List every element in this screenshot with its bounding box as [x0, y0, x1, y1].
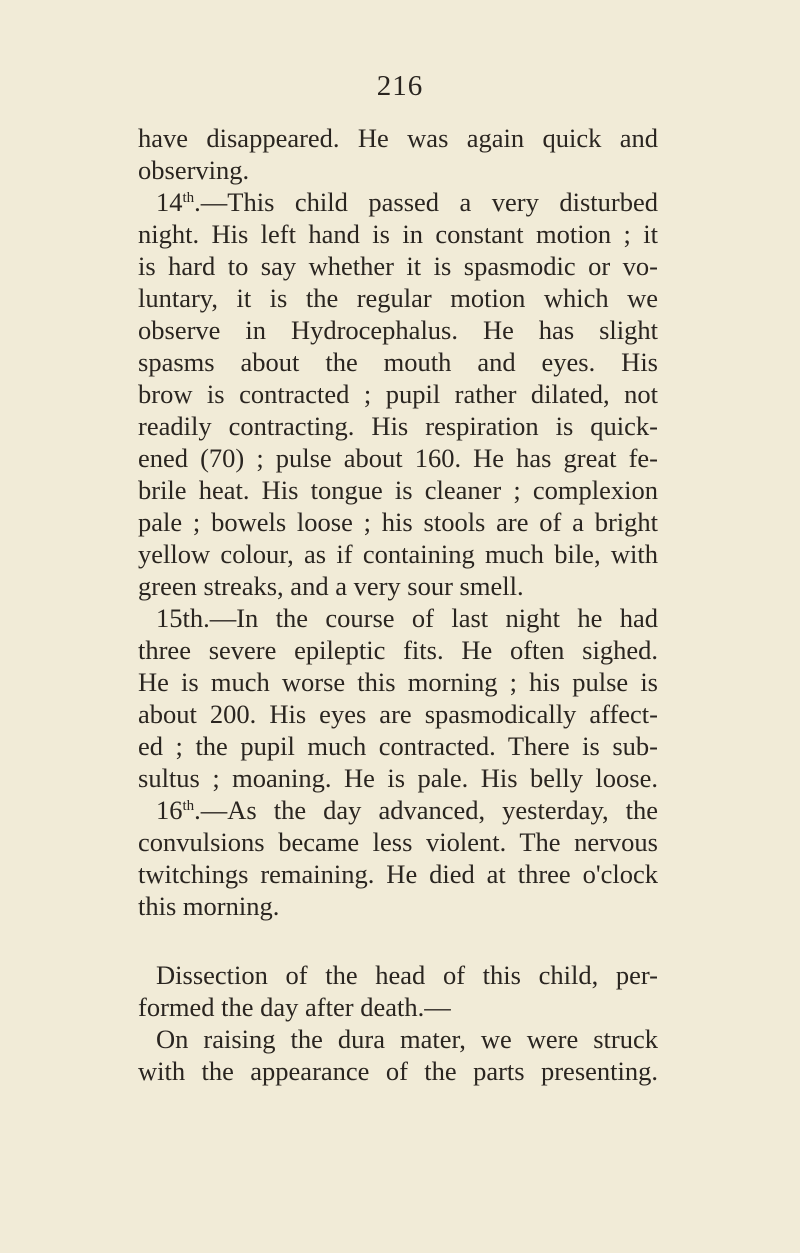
line-text: observe in Hydrocephalus. He has slight	[138, 315, 658, 345]
text-line	[138, 602, 658, 634]
text-line	[138, 858, 658, 890]
body-text	[138, 122, 658, 1087]
line-text: pale ; bowels loose ; his stools are of a bright	[138, 507, 658, 537]
line-text: observing.	[138, 155, 250, 185]
text-line	[138, 794, 658, 826]
text-line	[138, 474, 658, 506]
text-line	[138, 762, 658, 794]
line-text: luntary, it is the regular motion which we	[138, 283, 658, 313]
text-line	[138, 442, 658, 474]
text-line	[138, 250, 658, 282]
line-text: night. His left hand is in constant motion ; it	[138, 219, 658, 249]
line-text: spasms about the mouth and eyes. His	[138, 347, 658, 377]
text-line	[138, 186, 658, 218]
text-line	[138, 570, 658, 602]
line-text: readily contracting. His respiration is quick-	[138, 411, 658, 441]
text-line	[138, 634, 658, 666]
text-line	[138, 698, 658, 730]
text-line	[138, 1055, 658, 1087]
paragraph-gap	[138, 922, 658, 959]
ordinal-suffix: th	[182, 190, 195, 206]
line-text: brile heat. His tongue is cleaner ; complexion	[138, 475, 658, 505]
text-line	[138, 538, 658, 570]
text-line	[138, 410, 658, 442]
line-text: have disappeared. He was again quick and	[138, 123, 658, 153]
line-text: Dissection of the head of this child, per-	[156, 960, 658, 990]
page-number: 216	[376, 70, 424, 102]
line-text: convulsions became less violent. The nervous	[138, 827, 658, 857]
line-text: three severe epileptic fits. He often sighed.	[138, 635, 658, 665]
text-line	[138, 282, 658, 314]
date-number: 16	[156, 795, 183, 825]
line-text: green streaks, and a very sour smell.	[138, 571, 524, 601]
line-text: ened (70) ; pulse about 160. He has great fe-	[138, 443, 658, 473]
line-text: He is much worse this morning ; his pulse is	[138, 667, 658, 697]
text-line	[138, 346, 658, 378]
line-text: .—This child passed a very disturbed	[194, 187, 658, 217]
text-line	[138, 378, 658, 410]
text-line	[138, 154, 658, 186]
line-text: formed the day after death.—	[138, 992, 451, 1022]
text-line	[138, 314, 658, 346]
line-text: On raising the dura mater, we were struck	[156, 1024, 658, 1054]
line-text: brow is contracted ; pupil rather dilated, not	[138, 379, 658, 409]
line-text: with the appearance of the parts presenting.	[138, 1056, 658, 1086]
date-number: 14	[156, 187, 183, 217]
line-text: 15th.—In the course of last night he had	[156, 603, 658, 633]
line-text: .—As the day advanced, yesterday, the	[194, 795, 658, 825]
line-text: ed ; the pupil much contracted. There is sub-	[138, 731, 658, 761]
text-line	[138, 506, 658, 538]
text-line	[138, 991, 658, 1023]
text-line	[138, 1023, 658, 1055]
line-text: yellow colour, as if containing much bile, with	[138, 539, 658, 569]
line-text: about 200. His eyes are spasmodically affect-	[138, 699, 658, 729]
text-line	[138, 890, 658, 922]
line-text: twitchings remaining. He died at three o'clock	[138, 859, 658, 889]
ordinal-suffix: th	[182, 798, 195, 814]
text-line	[138, 959, 658, 991]
text-line	[138, 730, 658, 762]
line-text: is hard to say whether it is spasmodic or vo-	[138, 251, 658, 281]
text-line	[138, 826, 658, 858]
text-line	[138, 666, 658, 698]
line-text: this morning.	[138, 891, 280, 921]
line-text: sultus ; moaning. He is pale. His belly loose.	[138, 763, 658, 793]
text-line	[138, 122, 658, 154]
text-line	[138, 218, 658, 250]
